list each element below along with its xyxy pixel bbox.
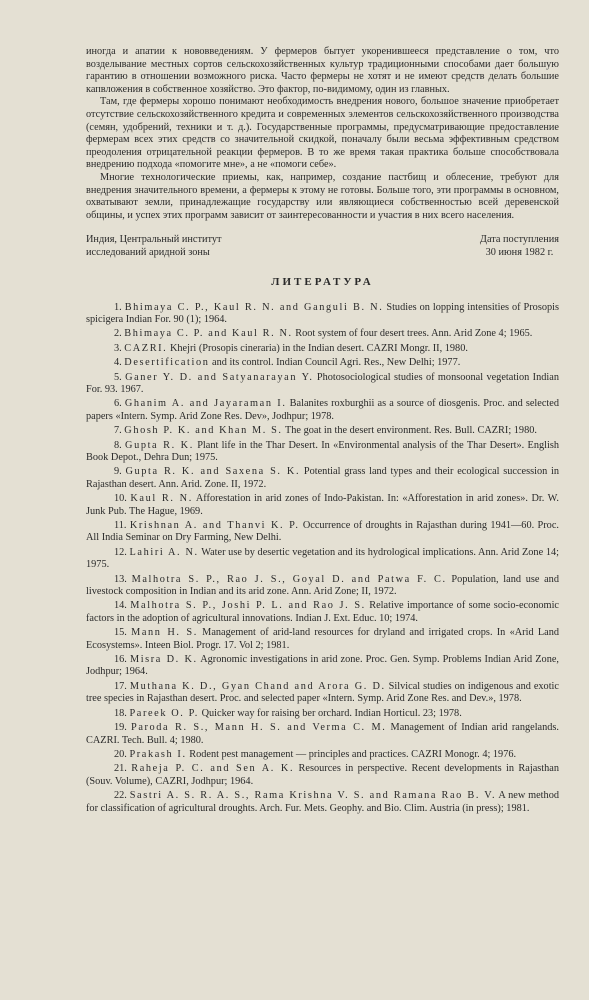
article-body — [86, 46, 559, 222]
reference-item — [86, 654, 559, 679]
reference-item — [86, 372, 559, 397]
reference-details: Root system of four desert trees. Ann. Arid Zone 4; 1965. — [292, 328, 533, 340]
body-paragraph: иногда и апатии к нововведениям. У фермеров бытует укоренившееся представление о том, что возделывание местных сортов сельскохозяйственных культур традиционными способами дает большую гарантию в отношении возможного риска. Часто фермеры не хотят и не имеют средств делать большие капвложения в собственное хозяйство. Это фактор, по-видимому, один из главных. — [86, 46, 559, 95]
reference-number: 13. — [114, 573, 132, 585]
reference-details: A new method for classification of agricultural droughts. Arch. Fur. Mets. Geophy. and Bio. Clim. Austria (in press); 1981. — [86, 790, 559, 814]
reference-details: Occurrence of droughts in Rajasthan during 1941—60. Proc. All India Seminar on Dry Farming, New Delhi. — [86, 520, 559, 544]
reference-number: 7. — [114, 425, 125, 437]
reference-item — [86, 749, 559, 761]
reference-item — [86, 357, 559, 369]
reference-details: The goat in the desert environment. Res. Bull. CAZRI; 1980. — [282, 425, 537, 437]
reference-item — [86, 790, 559, 815]
reference-number: 19. — [114, 722, 132, 734]
reference-number: 2. — [114, 328, 125, 340]
reference-number: 11. — [114, 520, 130, 531]
reference-item — [86, 302, 559, 327]
reference-authors: Ghosh P. K. and Khan M. S. — [124, 425, 283, 437]
reference-authors: Malhotra S. P., Rao J. S., Goyal D. and Patwa F. C. — [131, 573, 447, 585]
reference-authors: Muthana K. D., Gyan Chand and Arora G. D. — [129, 680, 386, 692]
reference-number: 1. — [114, 301, 125, 313]
reference-number: 21. — [114, 763, 132, 775]
received-date: Дата поступления 30 июня 1982 г. — [479, 234, 559, 258]
references-list — [86, 302, 559, 815]
reference-details: and its control. Indian Council Agri. Res., New Delhi; 1977. — [209, 357, 461, 369]
reference-authors: Raheja P. C. and Sen A. K. — [131, 763, 295, 775]
reference-number: 8. — [114, 439, 126, 451]
reference-authors: Ganer Y. D. and Satyanarayan Y. — [125, 371, 314, 383]
reference-authors: Mann H. S. — [131, 627, 198, 639]
reference-details: Khejri (Prosopis cineraria) in the Indian desert. CAZRI Mongr. II, 1980. — [167, 342, 468, 354]
reference-authors: Prakash I. — [129, 748, 187, 760]
reference-authors: Ghanim A. and Jayaraman I. — [124, 398, 287, 410]
author-affiliation: Индия, Центральный институт исследований аридной зоны — [86, 234, 222, 258]
reference-number: 12. — [114, 546, 130, 558]
reference-number: 3. — [114, 342, 125, 354]
reference-number: 4. — [114, 357, 125, 369]
reference-number: 5. — [114, 371, 126, 383]
reference-details: Afforestation in arid zones of Indo-Pakistan. In: «Afforestation in arid zones». Dr. W. Junk Pub. The Hague, 1969. — [86, 493, 559, 517]
reference-item — [86, 466, 559, 491]
reference-authors: Kaul R. N. — [130, 493, 193, 505]
reference-item — [86, 440, 559, 465]
reference-item — [86, 398, 559, 423]
reference-details: Plant life in the Thar Desert. In «Environmental analysis of the Thar Desert». English Book Depot., Dehra Dun; 1975. — [86, 439, 559, 463]
reference-details: Potential grass land types and their ecological succession in Rajasthan desert. Ann. Arid. Zone. II, 1972. — [86, 466, 559, 490]
reference-number: 15. — [114, 627, 132, 639]
reference-details: Quicker way for raising ber orchard. Indian Horticul. 23; 1978. — [199, 707, 462, 719]
reference-details: Balanites roxburghii as a source of diosgenis. Proc. and selected papers «Intern. Symp. Arid Zone Res. Dev», Jodhpur; 1978. — [86, 398, 560, 422]
reference-details: Management of arid-land resources for dryland and irrigated crops. In «Arid Land Ecosystems». Inteen Biol. Progr. 17. Vol 2; 1981. — [86, 627, 559, 651]
reference-details: Agronomic investigations in arid zone. Proc. Gen. Symp. Problems Indian Arid Zone, Jodhpur; 1964. — [86, 654, 559, 678]
reference-details: Water use by desertic vegetation and its hydrological implications. Ann. Arid Zone 14; 1975. — [86, 546, 559, 571]
reference-authors: Lahiri A. N. — [129, 546, 199, 558]
reference-authors: Bhimaya C. P. and Kaul R. N. — [124, 328, 293, 340]
reference-number: 17. — [114, 680, 130, 692]
reference-item — [86, 328, 559, 340]
reference-item — [86, 574, 559, 599]
reference-number: 14. — [114, 600, 131, 612]
reference-number: 20. — [114, 748, 130, 760]
reference-details: Relative importance of some socio-economic factors in the adoption of agricultural innovations. Indian J. Ext. Educ. 10; 1974. — [86, 600, 559, 624]
reference-item — [86, 763, 559, 788]
body-paragraph: Там, где фермеры хорошо понимают необходимость внедрения нового, большое значение приобретает отсутствие сельскохозяйственного кредита и современных элементов сельскохозяйственного производства (семян, удобрений, техники и т. д.). Государственные программы, предусматривающие предоставление фермерам всех этих средств со значительной скидкой, поначалу были весьма эффективным средством преодоления отрицательной реакции фермеров. В то же время такая практика больше способствовала внедрению подхода «помогите мне», а не «помоги себе». — [86, 96, 559, 171]
reference-item — [86, 493, 559, 518]
reference-item — [86, 520, 559, 545]
reference-item — [86, 722, 559, 747]
reference-details: Rodent pest management — principles and practices. CAZRI Monogr. 4; 1976. — [186, 748, 517, 760]
reference-details: Resources in perspective. Recent developments in Rajasthan (Souv. Volume), CAZRI, Jodhpur; 1964. — [86, 763, 560, 787]
reference-authors: CAZRI. — [124, 342, 168, 354]
reference-item — [86, 627, 559, 652]
reference-details: Management of Indian arid rangelands. CAZRI. Tech. Bull. 4; 1980. — [86, 722, 559, 746]
reference-authors: Malhotra S. P., Joshi P. L. and Rao J. S. — [130, 600, 366, 612]
reference-item — [86, 547, 559, 572]
reference-item — [86, 425, 559, 437]
reference-authors: Bhimaya C. P., Kaul R. N. and Ganguli B. N. — [124, 301, 384, 313]
reference-details: Silvical studies on indigenous and exotic tree species in Rajasthan desert. Proc. and selected paper «Intern. Symp. Arid Zone Res. and Dev.», 1978. — [86, 680, 559, 705]
reference-authors: Krishnan A. and Thanvi K. P. — [129, 520, 300, 531]
reference-item — [86, 708, 559, 720]
affiliation-block — [86, 234, 559, 259]
reference-authors: Pareek O. P. — [129, 707, 199, 719]
reference-authors: Sastri A. S. R. A. S., Rama Krishna V. S. and Ramana Rao B. V. — [129, 790, 497, 802]
reference-number: 22. — [114, 790, 130, 802]
reference-item — [86, 343, 559, 355]
reference-details: Population, land use and livestock composition in Indian and its arid zone. Ann. Arid Zone; II, 1972. — [86, 573, 559, 598]
reference-number: 10. — [114, 493, 131, 505]
reference-item — [86, 681, 559, 706]
reference-authors: Paroda R. S., Mann H. S. and Verma C. M. — [131, 722, 387, 734]
reference-details: Studies on lopping intensities of Prosopis spicigera Indian For. 90 (1); 1964. — [86, 301, 560, 325]
references-heading: ЛИТЕРАТУРА — [271, 275, 374, 288]
reference-number: 6. — [114, 398, 125, 410]
reference-details: Photosociological studies of monsoonal vegetation Indian For. 93. 1967. — [86, 371, 559, 395]
body-paragraph: Многие технологические приемы, как, например, создание пастбищ и облесение, требуют для внедрения значительного времени, а фермеры к этому не готовы. Больше того, эти программы в основном, охватывают земли, принадлежащие государству или являющиеся собственностью всей деревенской общины, и успех этих программ зависит от заинтересованности и участия в них всего населения. — [86, 171, 559, 221]
reference-authors: Desertification — [124, 357, 210, 369]
reference-number: 16. — [114, 654, 130, 666]
reference-authors: Gupta R. K. and Saxena S. K. — [125, 466, 301, 478]
reference-number: 18. — [114, 707, 130, 719]
reference-authors: Misra D. K. — [129, 654, 198, 666]
reference-number: 9. — [114, 466, 126, 478]
reference-item — [86, 600, 559, 625]
reference-authors: Gupta R. K. — [125, 439, 194, 451]
